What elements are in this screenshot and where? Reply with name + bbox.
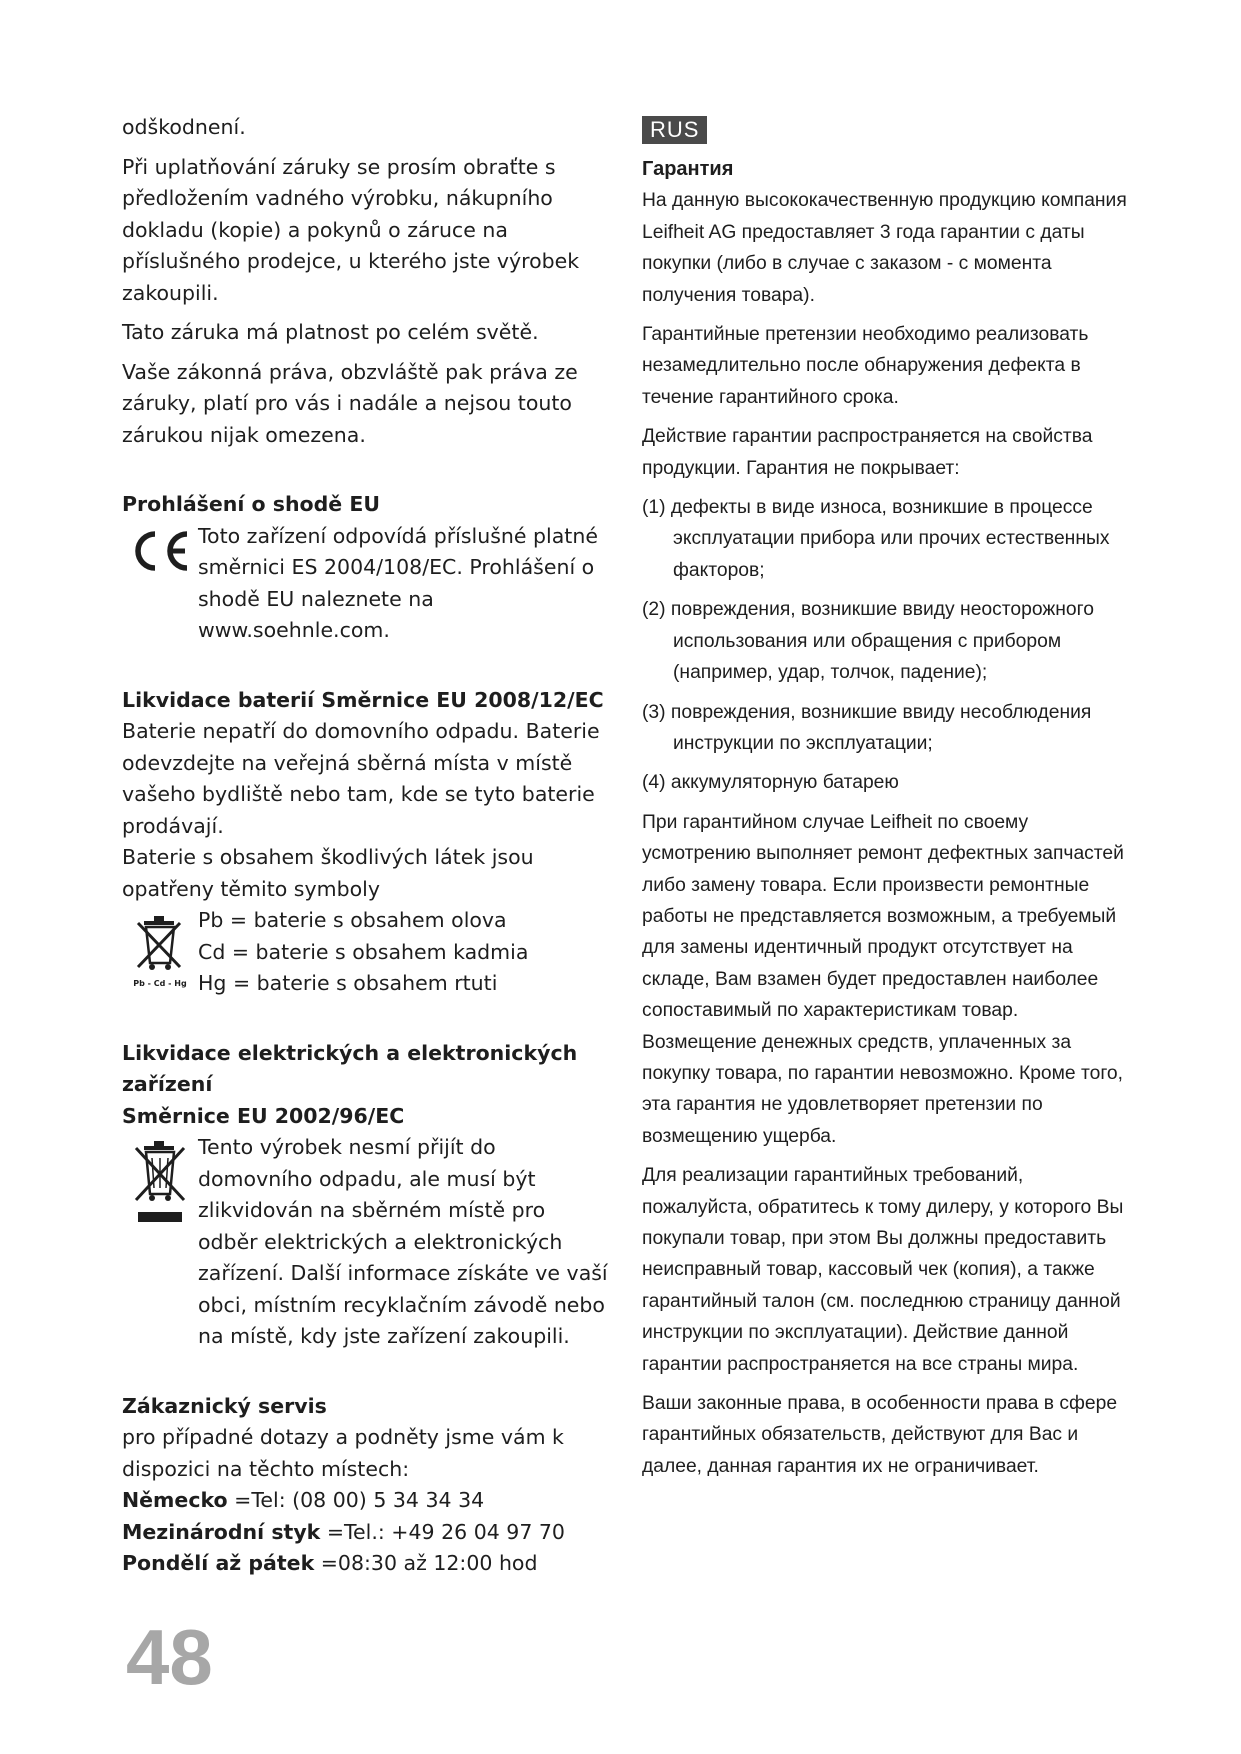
service-value: =Tel: (08 00) 5 34 34 34	[227, 1488, 485, 1512]
symbol-pb: Pb = baterie s obsahem olova	[198, 908, 507, 932]
batteries-text: Baterie nepatří do domovního odpadu. Baterie odevzdejte na veřejná sběrná místa v místě vašeho bydliště nebo tam, kde se tyto baterie prodávají.	[122, 719, 600, 838]
weee-heading-line2: Směrnice EU 2002/96/EC	[122, 1103, 405, 1128]
guarantee-p2: Гарантийные претензии необходимо реализовать незамедлительно после обнаружения дефекта в течение гарантийного срока.	[642, 324, 1089, 408]
service-label: Pondělí až pátek	[122, 1551, 315, 1575]
exclusion-item: (4) аккумуляторную батарею	[642, 772, 899, 794]
weee-text: Tento výrobek nesmí přijít do domovního odpadu, ale musí být zlikvidován na sběrném místě pro odběr elektrických a elektronických zařízení. Další informace získáte ve vaší obci, místním recyklačním závodě nebo na místě, kdy jste zařízení zakoupili.	[198, 1135, 608, 1348]
guarantee-heading: Гарантия	[642, 158, 734, 180]
guarantee-p3: Действие гарантии распространяется на свойства продукции. Гарантия не покрывает:	[642, 426, 1093, 479]
service-value: =Tel.: +49 26 04 97 70	[320, 1519, 565, 1544]
left-column	[122, 112, 610, 1580]
batteries-heading: Likvidace baterií Směrnice EU 2008/12/EC	[122, 687, 604, 712]
page-number: 48	[126, 1613, 213, 1701]
batteries-section	[122, 685, 610, 1000]
service-heading: Zákaznický servis	[122, 1393, 327, 1418]
guarantee-p5: Для реализации гарантийных требований, пожалуйста, обратитесь к тому дилеру, у которого Вы покупали товар, при этом Вы должны предоставить неисправный товар, кассовый чек (копия), а также гарантийный талон (см. последнюю страницу данной инструкции по эксплуатации). Действие данной гарантии распространяется на все страны мира.	[642, 1165, 1124, 1375]
language-badge: RUS	[642, 116, 707, 144]
ce-mark-icon	[122, 521, 198, 573]
guarantee-p6: Ваши законные права, в особенности права в сфере гарантийных обязательств, действуют для Вас и далее, данная гарантия их не ограничивает.	[642, 1393, 1118, 1477]
intro-line: odškodnení.	[122, 115, 246, 139]
service-row-international	[122, 1517, 610, 1549]
service-value: =08:30 až 12:00 hod	[314, 1551, 538, 1575]
guarantee-p1: На данную высококачественную продукцию компания Leifheit AG предоставляет 3 года гарантии с даты покупки (либо в случае с заказом - с момента получения товара).	[642, 190, 1127, 306]
weee-section	[122, 1038, 610, 1353]
worldwide-paragraph: Tato záruka má platnost po celém světě.	[122, 320, 539, 344]
batteries-symbols-intro: Baterie s obsahem škodlivých látek jsou opatřeny těmito symboly	[122, 845, 534, 901]
exclusion-item: (1) дефекты в виде износа, возникшие в процессе эксплуатации прибора или прочих естественных факторов;	[642, 497, 1110, 581]
weee-bin-icon	[122, 1132, 198, 1228]
battery-bin-icon	[122, 905, 198, 993]
warranty-claim-paragraph: Při uplatňování záruky se prosím obraťte s předložením vadného výrobku, nákupního dokladu (kopie) a pokynů o záruce na příslušného prodejce, u kterého jste výrobek zakoupili.	[122, 154, 580, 305]
service-text: pro případné dotazy a podněty jsme vám k dispozici na těchto místech:	[122, 1425, 564, 1481]
symbol-hg: Hg = baterie s obsahem rtuti	[198, 971, 498, 995]
guarantee-p4: При гарантийном случае Leifheit по своему усмотрению выполняет ремонт дефектных запчастей либо замену товара. Если произвести ремонтные работы не представляется возможным, а требуемый для замены идентичный продукт отсутствует на складе, Вам взамен будет предоставлен наиболее сопоставимый по характеристикам товар. Возмещение денежных средств, уплаченных за покупку товара, по гарантии невозможно. Кроме того, эта гарантия не удовлетворяет претензии по возмещению ущерба.	[642, 811, 1124, 1147]
right-column	[642, 112, 1132, 1490]
service-label: Mezinárodní styk	[122, 1519, 321, 1544]
symbol-cd: Cd = baterie s obsahem kadmia	[198, 939, 529, 964]
legal-rights-paragraph: Vaše zákonná práva, obzvláště pak práva ze záruky, platí pro vás i nadále a nejsou touto zárukou nijak omezena.	[122, 359, 578, 447]
service-label: Německo	[122, 1488, 228, 1512]
service-row-germany	[122, 1485, 610, 1517]
battery-bin-caption: Pb - Cd - Hg	[133, 979, 187, 988]
weee-heading-line1: Likvidace elektrických a elektronických zařízení	[122, 1040, 578, 1096]
conformity-text: Toto zařízení odpovídá příslušné platné směrnici ES 2004/108/EC. Prohlášení o shodě EU naleznete na www.soehnle.com.	[198, 523, 598, 642]
conformity-section	[122, 489, 610, 647]
service-section	[122, 1391, 610, 1580]
exclusion-item: (2) повреждения, возникшие ввиду неосторожного использования или обращения с прибором (например, удар, толчок, падение);	[642, 599, 1094, 684]
service-row-hours	[122, 1548, 610, 1580]
exclusion-item: (3) повреждения, возникшие ввиду несоблюдения инструкции по эксплуатации;	[642, 701, 1092, 754]
conformity-heading: Prohlášení o shodě EU	[122, 492, 381, 516]
